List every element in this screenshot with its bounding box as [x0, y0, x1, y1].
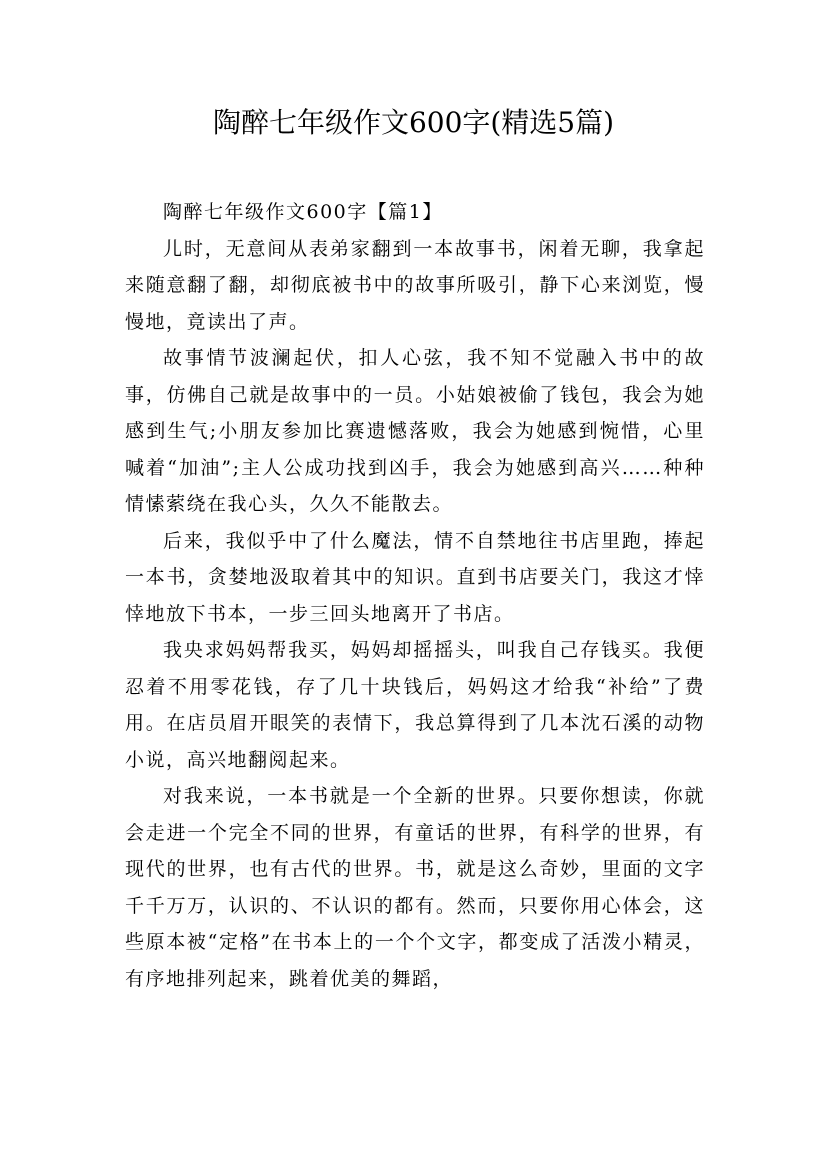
document-body: [125, 194, 705, 997]
paragraph-3: 后来，我似乎中了什么魔法，情不自禁地往书店里跑，捧起一本书，贪婪地汲取着其中的知识。直到书店要关门，我这才悻悻地放下书本，一步三回头地离开了书店。: [125, 529, 705, 625]
section-heading: 陶醉七年级作文600字【篇1】: [163, 201, 443, 223]
paragraph-1: 儿时，无意间从表弟家翻到一本故事书，闲着无聊，我拿起来随意翻了翻，却彻底被书中的故事所吸引，静下心来浏览，慢慢地，竟读出了声。: [125, 237, 705, 333]
document-title: 陶醉七年级作文600字(精选5篇): [212, 106, 615, 139]
paragraph-2: 故事情节波澜起伏，扣人心弦，我不知不觉融入书中的故事，仿佛自己就是故事中的一员。小姑娘被偷了钱包，我会为她感到生气;小朋友参加比赛遗憾落败，我会为她感到惋惜，心里喊着“加油”;主人公成功找到凶手，我会为她感到高兴……种种情愫萦绕在我心头，久久不能散去。: [125, 347, 705, 515]
paragraph-4: 我央求妈妈帮我买，妈妈却摇摇头，叫我自己存钱买。我便忍着不用零花钱，存了几十块钱后，妈妈这才给我“补给”了费用。在店员眉开眼笑的表情下，我总算得到了几本沈石溪的动物小说，高兴地翻阅起来。: [125, 639, 705, 771]
paragraph-5: 对我来说，一本书就是一个全新的世界。只要你想读，你就会走进一个完全不同的世界，有童话的世界，有科学的世界，有现代的世界，也有古代的世界。书，就是这么奇妙，里面的文字千千万万，认识的、不认识的都有。然而，只要你用心体会，这些原本被“定格”在书本上的一个个文字，都变成了活泼小精灵，有序地排列起来，跳着优美的舞蹈，: [125, 785, 705, 990]
